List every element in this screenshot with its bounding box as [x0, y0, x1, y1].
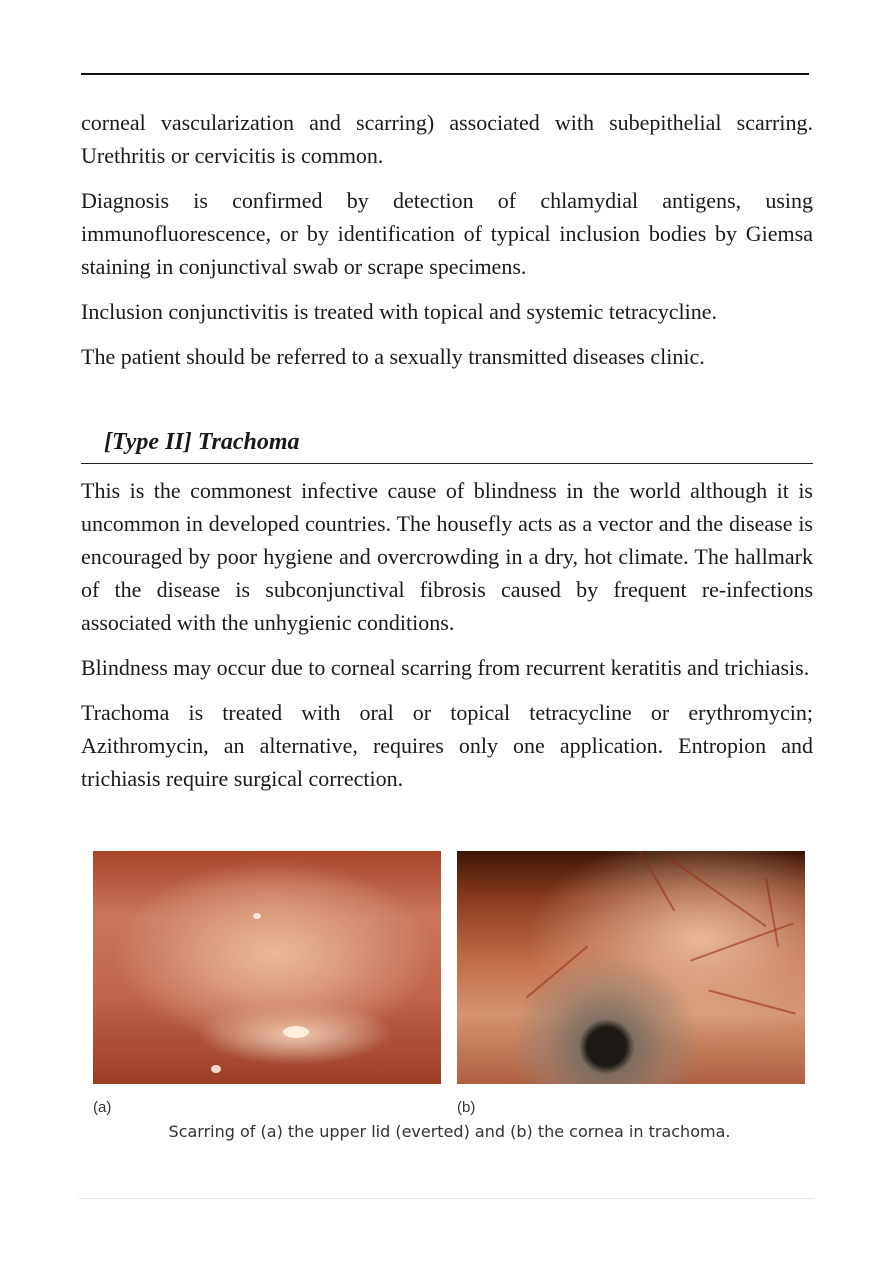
paragraph: The patient should be referred to a sexually transmitted diseases clinic.	[81, 344, 705, 369]
page-body	[81, 106, 813, 807]
paragraph: corneal vascularization and scarring) associated with subepithelial scarring. Urethritis or cervicitis is common.	[81, 110, 813, 168]
paragraph: Inclusion conjunctivitis is treated with topical and systemic tetracycline.	[81, 299, 717, 324]
paragraph: This is the commonest infective cause of blindness in the world although it is uncommon in developed countries. The housefly acts as a vector and the disease is encouraged by poor hygiene and overcrowding in a dry, hot climate. The hallmark of the disease is subconjunctival fibrosis caused by frequent re-infections associated with the unhygienic conditions.	[81, 478, 813, 635]
figure-label-a: (a)	[93, 1099, 112, 1116]
photo-upper-lid	[93, 851, 441, 1084]
paragraph: Diagnosis is confirmed by detection of chlamydial antigens, using immunofluorescence, or by identification of typical inclusion bodies by Giemsa staining in conjunctival swab or scrape specimens.	[81, 188, 813, 279]
header-rule	[81, 73, 809, 75]
figure-caption: Scarring of (a) the upper lid (everted) and (b) the cornea in trachoma.	[168, 1122, 731, 1141]
section-heading: [Type II] Trachoma	[81, 425, 813, 464]
figure-label-b: (b)	[457, 1099, 476, 1116]
paragraph: Blindness may occur due to corneal scarring from recurrent keratitis and trichiasis.	[81, 655, 810, 680]
footer-rule	[79, 1198, 814, 1199]
photo-cornea	[457, 851, 805, 1084]
paragraph: Trachoma is treated with oral or topical tetracycline or erythromycin; Azithromycin, an alternative, requires only one application. Entropion and trichiasis require surgical correction.	[81, 700, 813, 791]
